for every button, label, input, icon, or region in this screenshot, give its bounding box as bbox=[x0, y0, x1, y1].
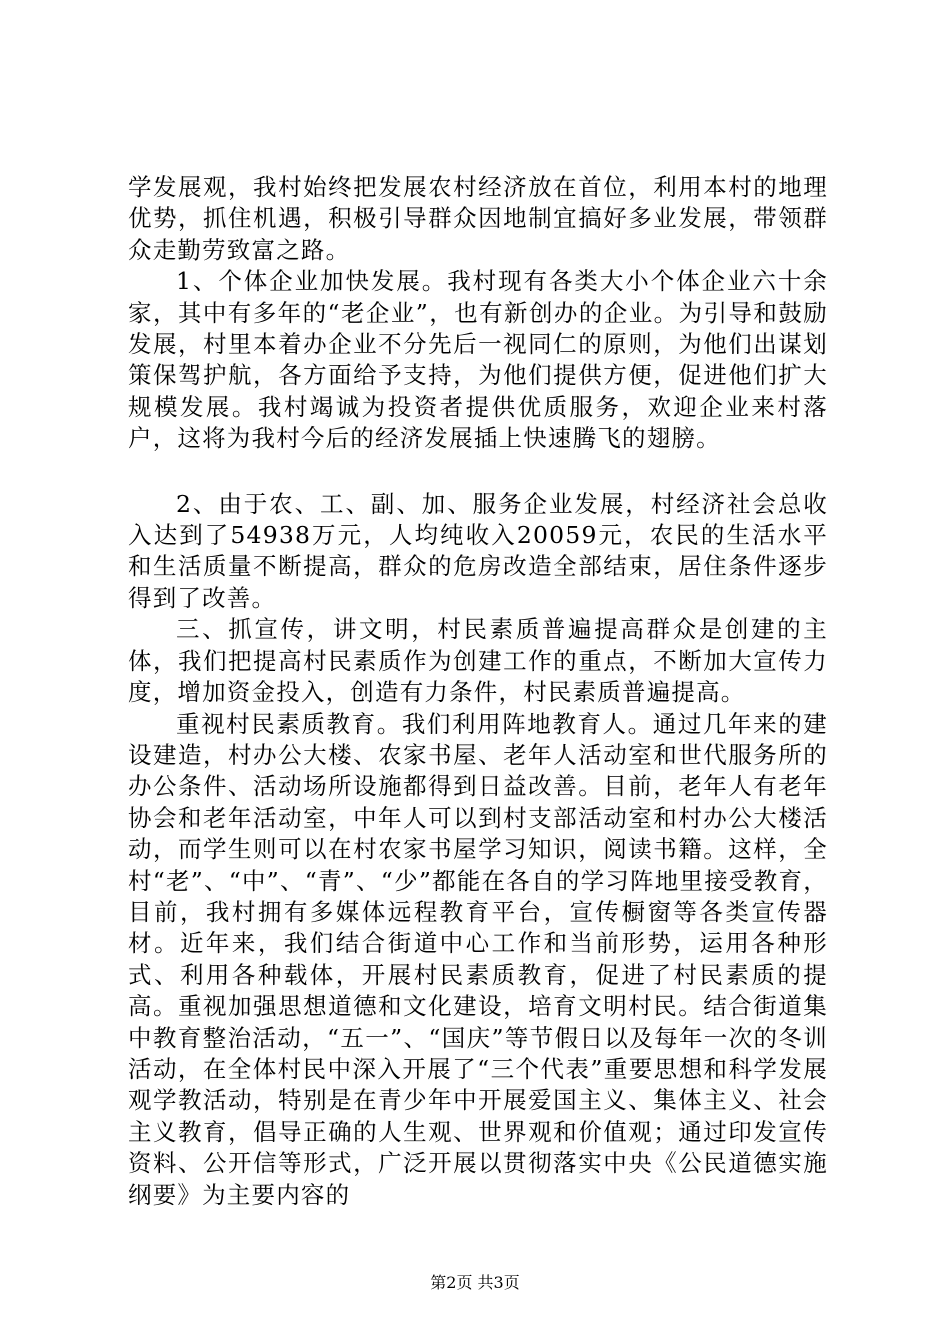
page-number-footer: 第2页 共3页 bbox=[430, 1273, 520, 1292]
paragraph-education: 重视村民素质教育。我们利用阵地教育人。通过几年来的建设建造，村办公大楼、农家书屋、老年人活动室和世代服务所的办公条件、活动场所设施都得到日益改善。目前，老年人有老年协会和老年活动室，中年人可以到村支部活动室和村办公大楼活动，而学生则可以在村农家书屋学习知识，阅读书籍。这样，全村“老”、“中”、“青”、“少”都能在各自的学习阵地里接受教育，目前，我村拥有多媒体远程教育平台，宣传橱窗等各类宣传器材。近年来，我们结合街道中心工作和当前形势，运用各种形式、利用各种载体，开展村民素质教育，促进了村民素质的提高。重视加强思想道德和文化建设，培育文明村民。结合街道集中教育整治活动，“五一”、“国庆”等节假日以及每年一次的冬训活动，在全体村民中深入开展了“三个代表”重要思想和科学发展观学教活动，特别是在青少年中开展爱国主义、集体主义、社会主义教育，倡导正确的人生观、世界观和价值观；通过印发宣传资料、公开信等形式，广泛开展以贯彻落实中央《公民道德实施纲要》为主要内容的 bbox=[128, 709, 828, 1209]
paragraph-individual-enterprises: 1、个体企业加快发展。我村现有各类大小个体企业六十余家，其中有多年的“老企业”，也有新创办的企业。为引导和鼓励发展，村里本着办企业不分先后一视同仁的原则，为他们出谋划策保驾护航，各方面给予支持，为他们提供方便，促进他们扩大规模发展。我村竭诚为投资者提供优质服务，欢迎企业来村落户，这将为我村今后的经济发展插上快速腾飞的翅膀。 bbox=[128, 267, 828, 453]
paragraph-income: 2、由于农、工、副、加、服务企业发展，村经济社会总收入达到了54938万元，人均纯收入20059元，农民的生活水平和生活质量不断提高，群众的危房改造全部结束，居住条件逐步得到了改善。 bbox=[128, 489, 828, 612]
document-body bbox=[128, 172, 828, 1211]
paragraph-publicity: 三、抓宣传，讲文明，村民素质普遍提高群众是创建的主体，我们把提高村民素质作为创建工作的重点，不断加大宣传力度，增加资金投入，创造有力条件，村民素质普遍提高。 bbox=[128, 615, 828, 707]
paragraph-continuation: 学发展观，我村始终把发展农村经济放在首位，利用本村的地理优势，抓住机遇，积极引导群众因地制宜搞好多业发展，带领群众走勤劳致富之路。 bbox=[128, 173, 828, 264]
paragraph-gap bbox=[128, 455, 828, 489]
